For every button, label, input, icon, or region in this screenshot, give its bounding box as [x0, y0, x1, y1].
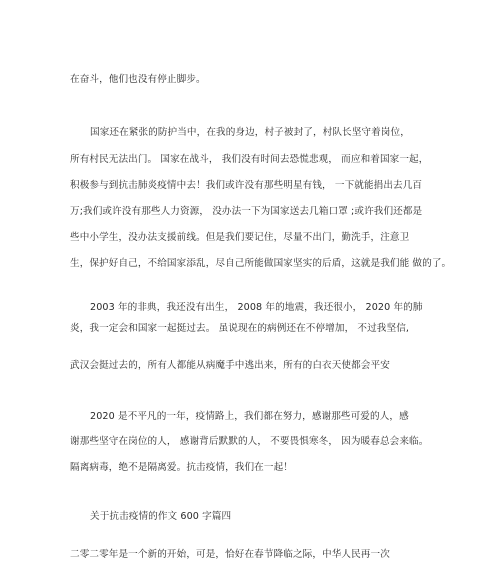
paragraph-line: 炎，我一定会和国家一起挺过去。 虽说现在的病例还在不停增加， 不过我坚信, — [70, 323, 410, 334]
paragraph-line: 武汉会挺过去的，所有人都能从病魔手中逃出来，所有的白衣天使都会平安 — [70, 360, 390, 371]
paragraph-line: 国家还在紧张的防护当中，在我的身边，村子被封了，村队长坚守着岗位， — [90, 127, 410, 138]
paragraph-line: 些中小学生，没办法支援前线。但是我们要记住，尽量不出门，勤洗手，注意卫 — [70, 232, 410, 243]
paragraph-line: 万;我们或许没有那些人力资源， 没办法一下为国家送去几箱口罩 ;或许我们还都是 — [70, 206, 423, 217]
paragraph-line: 谢那些坚守在岗位的人， 感谢背后默默的人， 不要畏惧寒冬， 因为暖春总会来临。 — [70, 436, 429, 447]
paragraph-line: 2003 年的非典，我还没有出生， 2008 年的地震，我还很小， 2020 年的肺 — [90, 302, 423, 313]
section-heading: 关于抗击疫情的作文 600 字篇四 — [90, 511, 232, 522]
paragraph-line: 积极参与到抗击肺炎疫情中去！我们或许没有那些明星有钱， 一下就能捐出去几百 — [70, 180, 423, 191]
paragraph-line: 生，保护好自己，不给国家添乱，尽自己所能做国家坚实的后盾，这就是我们能 做的了。 — [70, 258, 452, 269]
paragraph-line: 在奋斗，他们也没有停止脚步。 — [70, 74, 206, 85]
paragraph-line: 隔离病毒，绝不是隔离爱。抗击疫情，我们在一起！ — [70, 462, 293, 473]
paragraph-line: 2020 是不平凡的一年，疫情路上，我们都在努力，感谢那些可爱的人，感 — [90, 411, 409, 422]
paragraph-line: 二零二零年是一个新的开始，可是，恰好在春节降临之际，中华人民再一次 — [70, 549, 390, 560]
paragraph-line: 所有村民无法出门。 国家在战斗， 我们没有时间去恐慌悲观， 而应和着国家一起， — [70, 154, 429, 165]
